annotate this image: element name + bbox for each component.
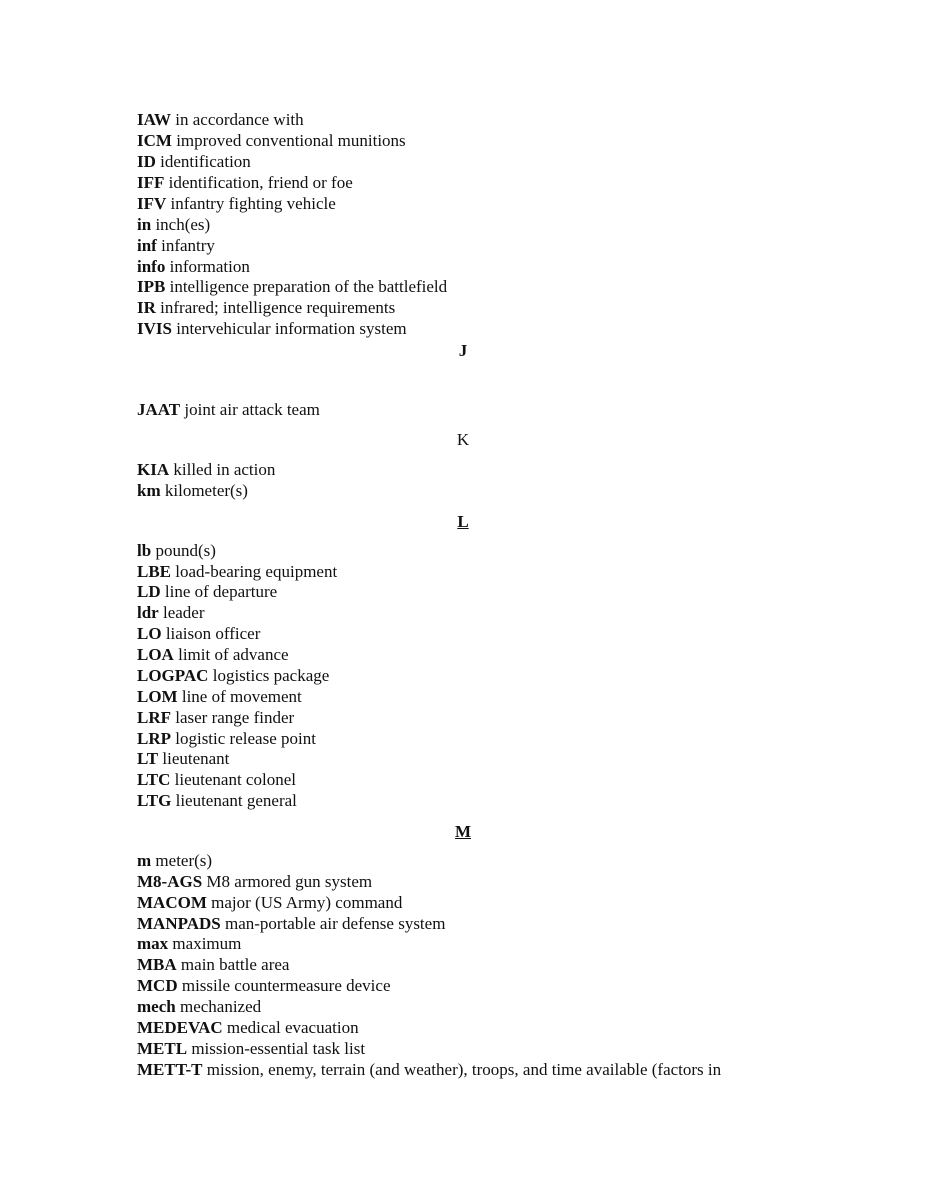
glossary-entry <box>137 933 241 954</box>
entry-abbr: mech <box>137 997 176 1016</box>
glossary-entry <box>137 1059 721 1080</box>
section-heading-j: J <box>458 341 468 360</box>
entry-definition: missile countermeasure device <box>181 976 391 995</box>
entry-abbr: MEDEVAC <box>137 1018 223 1037</box>
entry-definition: lieutenant <box>162 749 230 768</box>
entry-abbr: km <box>137 481 161 500</box>
entry-definition: medical evacuation <box>226 1018 359 1037</box>
entry-abbr: info <box>137 257 166 276</box>
glossary-entry <box>137 297 395 318</box>
entry-abbr: JAAT <box>137 400 181 419</box>
glossary-entry <box>137 707 294 728</box>
entry-abbr: LTC <box>137 770 171 789</box>
entry-abbr: inf <box>137 236 157 255</box>
entry-abbr: LO <box>137 624 162 643</box>
entry-definition: laser range finder <box>175 708 295 727</box>
entry-abbr: ICM <box>137 131 172 150</box>
entry-abbr: LOA <box>137 645 174 664</box>
entry-definition: line of movement <box>181 687 302 706</box>
entry-abbr: IPB <box>137 277 166 296</box>
glossary-entry <box>137 790 297 811</box>
glossary-entry <box>137 172 353 193</box>
glossary-entry <box>137 728 316 749</box>
entry-abbr: lb <box>137 541 152 560</box>
entry-definition: man-portable air defense system <box>224 914 446 933</box>
glossary-entry <box>137 109 304 130</box>
glossary-entry <box>137 644 289 665</box>
entry-abbr: IR <box>137 298 156 317</box>
entry-abbr: ID <box>137 152 156 171</box>
entry-definition: inch(es) <box>155 215 211 234</box>
entry-definition: information <box>169 257 250 276</box>
entry-abbr: IFV <box>137 194 167 213</box>
entry-definition: in accordance with <box>175 110 304 129</box>
entry-abbr: IVIS <box>137 319 172 338</box>
entry-definition: lieutenant general <box>175 791 297 810</box>
entry-abbr: METL <box>137 1039 188 1058</box>
entry-definition: infrared; intelligence requirements <box>160 298 396 317</box>
glossary-entry <box>137 235 215 256</box>
glossary-entry <box>137 540 216 561</box>
glossary-entry <box>137 665 329 686</box>
glossary-entry <box>137 954 289 975</box>
entry-abbr: LD <box>137 582 161 601</box>
glossary-entry <box>137 748 229 769</box>
entry-abbr: MANPADS <box>137 914 221 933</box>
entry-abbr: LTG <box>137 791 172 810</box>
entry-abbr: MACOM <box>137 893 207 912</box>
entry-definition: M8 armored gun system <box>206 872 373 891</box>
entry-definition: mission-essential task list <box>191 1039 366 1058</box>
entry-definition: identification, friend or foe <box>168 173 353 192</box>
entry-definition: intervehicular information system <box>176 319 407 338</box>
entry-definition: pound(s) <box>155 541 216 560</box>
entry-abbr: in <box>137 215 152 234</box>
glossary-entry <box>137 623 260 644</box>
entry-definition: main battle area <box>180 955 290 974</box>
glossary-entry <box>137 459 275 480</box>
entry-abbr: M8-AGS <box>137 872 203 891</box>
entry-definition: identification <box>160 152 251 171</box>
entry-definition: maximum <box>172 934 242 953</box>
glossary-entry <box>137 1017 359 1038</box>
glossary-entry <box>137 130 406 151</box>
glossary-entry <box>137 686 302 707</box>
glossary-entry <box>137 399 320 420</box>
glossary-entry <box>137 913 445 934</box>
glossary-entry <box>137 850 212 871</box>
entry-definition: infantry fighting vehicle <box>170 194 336 213</box>
glossary-entry <box>137 193 336 214</box>
glossary-entry <box>137 214 210 235</box>
entry-abbr: LOM <box>137 687 178 706</box>
section-heading-k: K <box>456 430 470 449</box>
entry-definition: improved conventional munitions <box>176 131 406 150</box>
entry-abbr: LBE <box>137 562 172 581</box>
entry-definition: killed in action <box>173 460 276 479</box>
entry-definition: limit of advance <box>178 645 289 664</box>
entry-abbr: KIA <box>137 460 170 479</box>
glossary-entry <box>137 871 372 892</box>
entry-definition: load-bearing equipment <box>175 562 338 581</box>
glossary-entry <box>137 1038 365 1059</box>
entry-definition: infantry <box>161 236 215 255</box>
glossary-entry <box>137 318 407 339</box>
entry-abbr: IAW <box>137 110 172 129</box>
entry-abbr: METT-T <box>137 1060 203 1079</box>
entry-abbr: LRP <box>137 729 171 748</box>
entry-definition: mechanized <box>179 997 262 1016</box>
entry-abbr: MCD <box>137 976 178 995</box>
entry-abbr: MBA <box>137 955 177 974</box>
glossary-entry <box>137 602 205 623</box>
entry-abbr: LT <box>137 749 159 768</box>
glossary-entry <box>137 256 250 277</box>
entry-definition: mission, enemy, terrain (and weather), troops, and time available (factors in <box>206 1060 722 1079</box>
entry-definition: logistic release point <box>175 729 316 748</box>
entry-definition: liaison officer <box>165 624 261 643</box>
glossary-entry <box>137 975 391 996</box>
entry-definition: line of departure <box>164 582 278 601</box>
glossary-entry <box>137 581 277 602</box>
entry-abbr: ldr <box>137 603 159 622</box>
glossary-entry <box>137 561 337 582</box>
entry-definition: kilometer(s) <box>164 481 248 500</box>
entry-abbr: LRF <box>137 708 171 727</box>
entry-definition: major (US Army) command <box>211 893 403 912</box>
entry-abbr: LOGPAC <box>137 666 209 685</box>
glossary-entry <box>137 892 402 913</box>
glossary-entry <box>137 996 261 1017</box>
glossary-entry <box>137 480 248 501</box>
entry-definition: meter(s) <box>155 851 213 870</box>
section-heading-m: M <box>454 822 472 841</box>
glossary-entry <box>137 276 447 297</box>
glossary-entry <box>137 769 296 790</box>
entry-abbr: m <box>137 851 152 870</box>
entry-abbr: max <box>137 934 169 953</box>
entry-definition: logistics package <box>212 666 330 685</box>
entry-definition: joint air attack team <box>184 400 320 419</box>
entry-definition: leader <box>162 603 205 622</box>
entry-definition: intelligence preparation of the battlefield <box>169 277 448 296</box>
entry-definition: lieutenant colonel <box>174 770 296 789</box>
glossary-entry <box>137 151 251 172</box>
entry-abbr: IFF <box>137 173 165 192</box>
section-heading-l: L <box>457 512 469 531</box>
